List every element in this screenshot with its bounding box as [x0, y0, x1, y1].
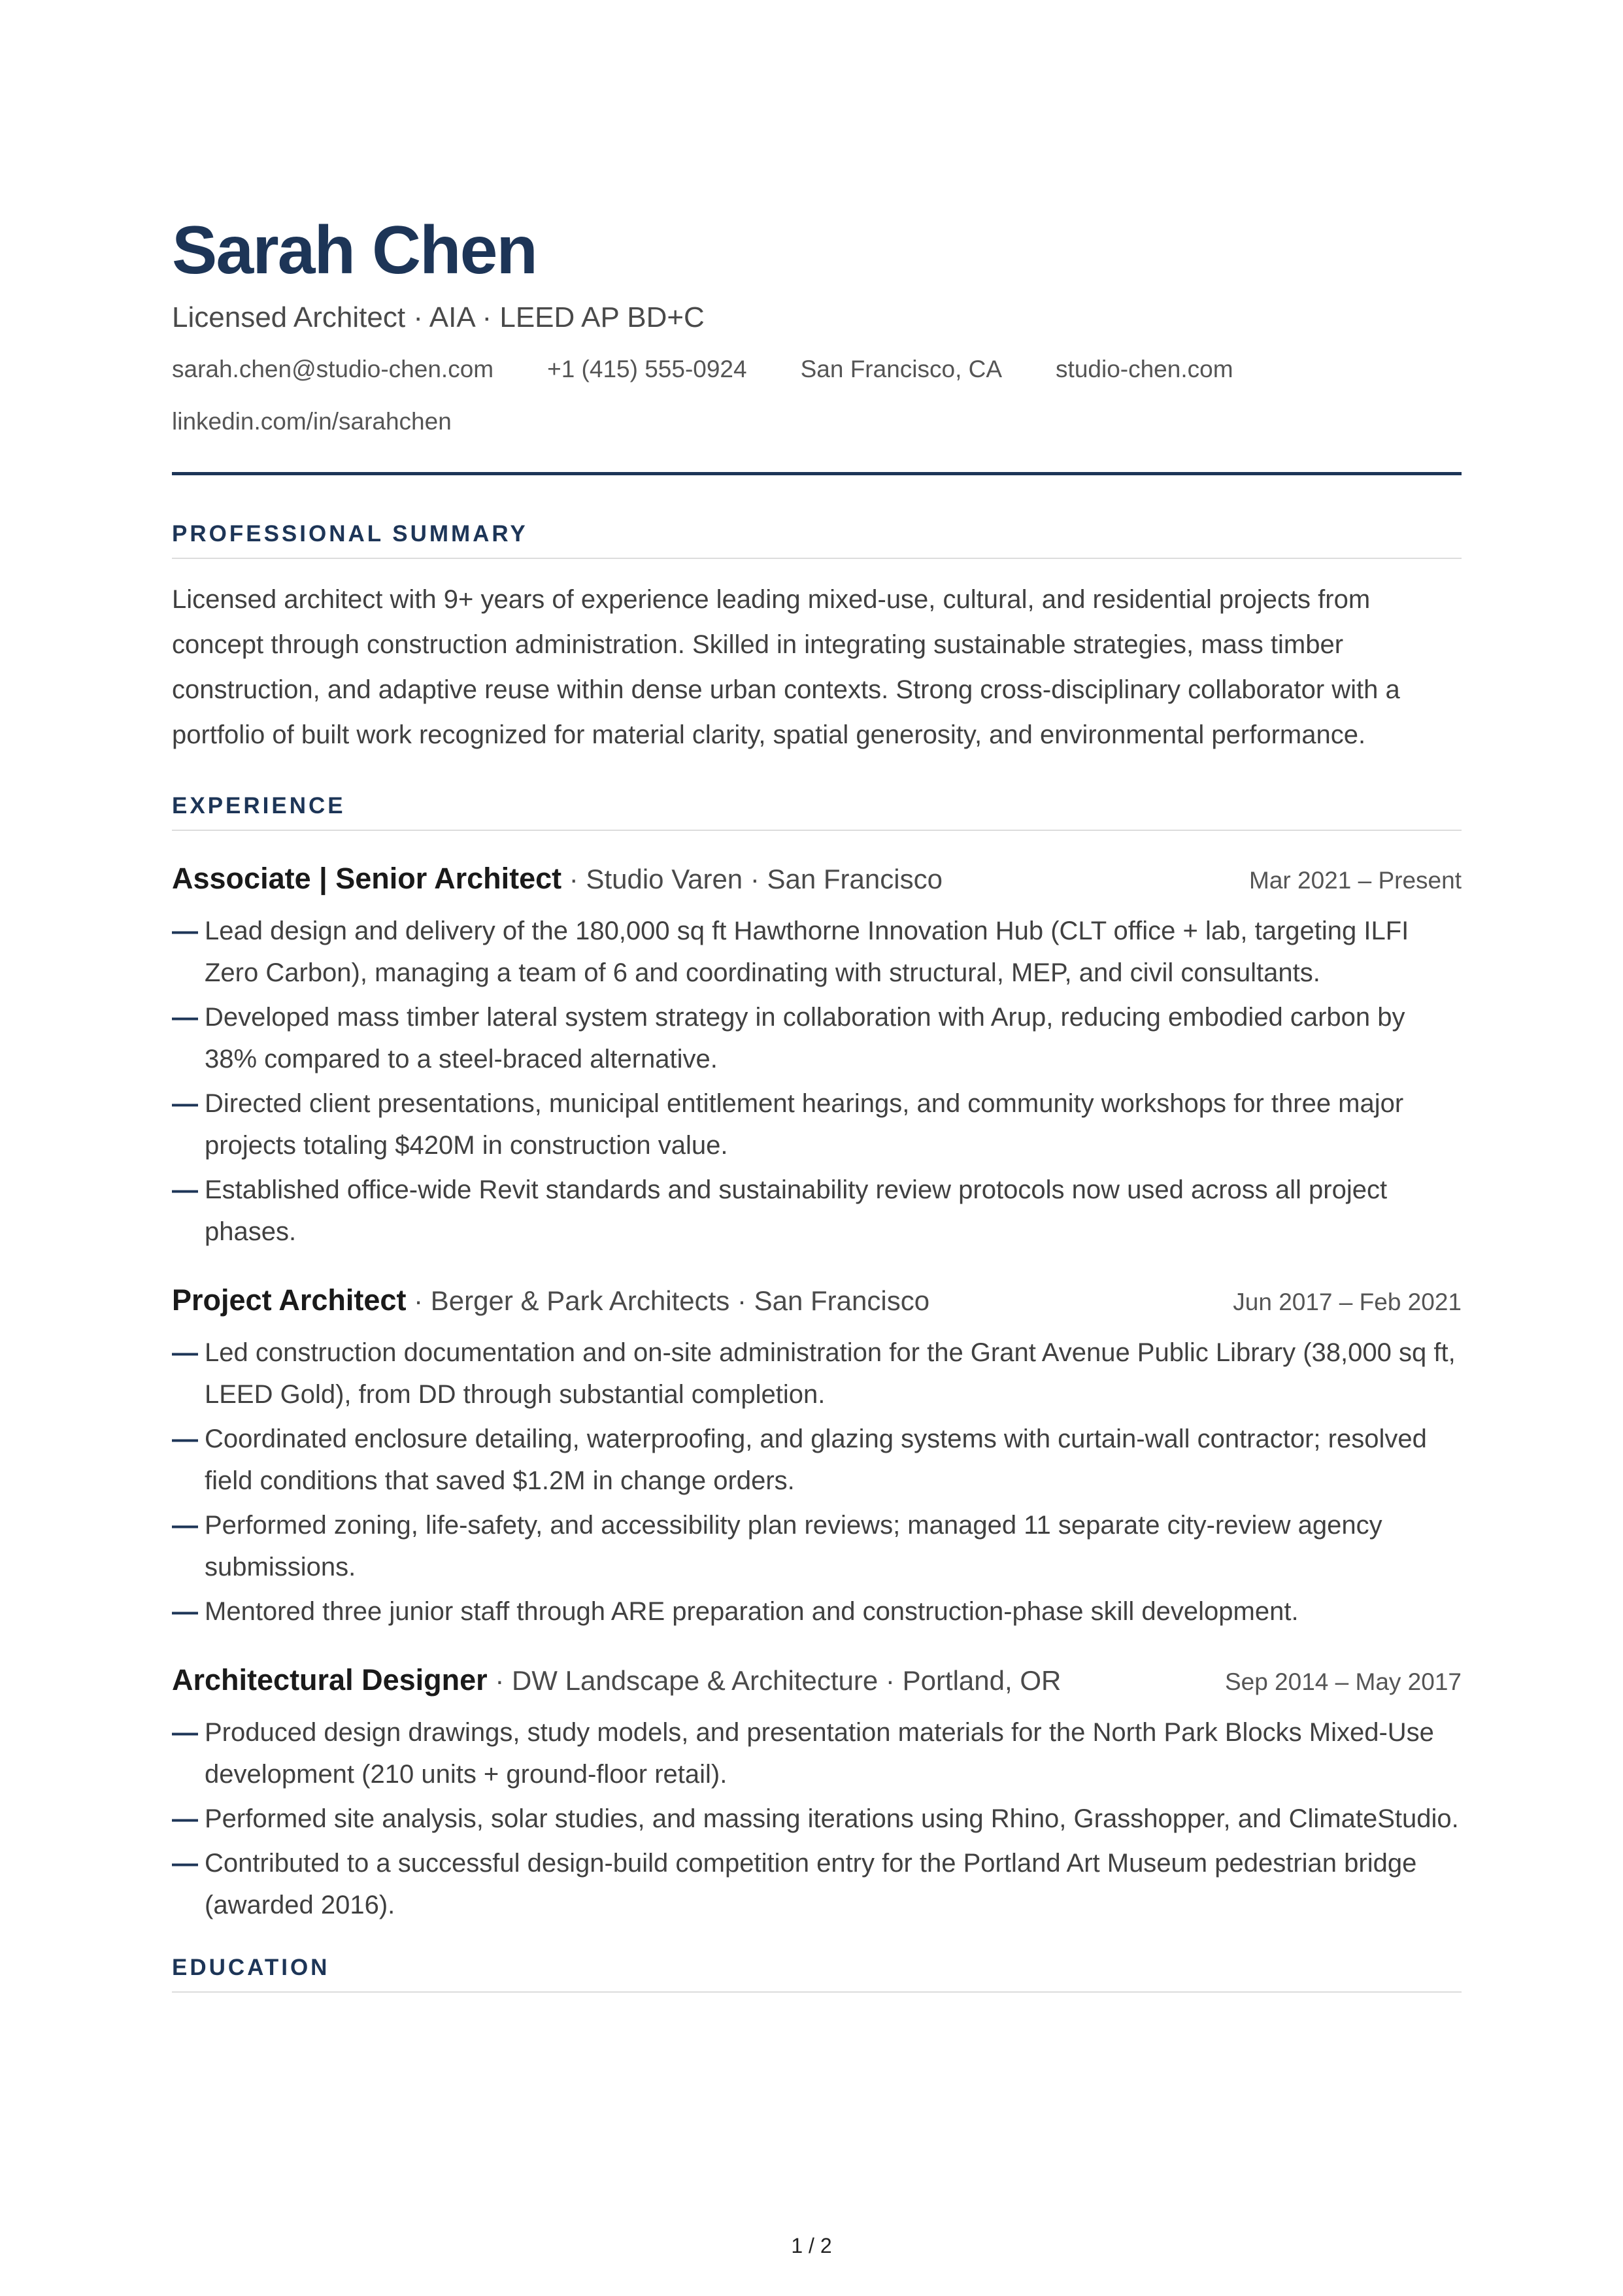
job-entry: [172, 1280, 1462, 1632]
summary-text: Licensed architect with 9+ years of experience leading mixed-use, cultural, and residential projects from concept through construction administration. Skilled in integrating sustainable strategies, mass timber construction, and adaptive reuse within dense urban contexts. Strong cross-disciplinary collaborator with a portfolio of built work recognized for material clarity, spatial generosity, and environmental performance.: [172, 585, 1400, 749]
contact-linkedin[interactable]: linkedin.com/in/sarahchen: [172, 408, 452, 435]
education-section: [172, 1953, 1462, 1993]
bullet-text: Developed mass timber lateral system strategy in collaboration with Arup, reducing embodied carbon by 38% compared to a steel-braced alternative.: [205, 1003, 1405, 1073]
bullet-text: Contributed to a successful design-build competition entry for the Portland Art Museum pedestrian bridge (awarded 2016).: [205, 1849, 1417, 1919]
dash-bullet-icon: —: [172, 1175, 198, 1204]
resume-page: [172, 208, 1462, 1993]
dash-bullet-icon: —: [172, 1849, 198, 1878]
dash-bullet-icon: —: [172, 1425, 198, 1453]
job-header: [172, 858, 1462, 901]
dash-bullet-icon: —: [172, 917, 198, 945]
dash-bullet-icon: —: [172, 1338, 198, 1367]
job-header: [172, 1660, 1462, 1702]
dash-bullet-icon: —: [172, 1089, 198, 1118]
bullet-text: Directed client presentations, municipal entitlement hearings, and community workshops for three major projects totaling $420M in construction value.: [205, 1089, 1404, 1160]
job-bullets: [172, 1332, 1462, 1632]
bullet-item: [172, 1798, 1462, 1840]
bullet-text: Mentored three junior staff through ARE preparation and construction-phase skill development.: [205, 1597, 1299, 1626]
bullet-text: Produced design drawings, study models, and presentation materials for the North Park Blocks Mixed-Use development (210 units + ground-floor retail).: [205, 1718, 1434, 1789]
bullet-text: Coordinated enclosure detailing, waterproofing, and glazing systems with curtain-wall contractor; resolved field conditions that saved $1.2M in change orders.: [205, 1425, 1427, 1495]
job-organization: · DW Landscape & Architecture · Portland, OR: [487, 1665, 1062, 1696]
bullet-item: [172, 1332, 1462, 1415]
bullet-text: Lead design and delivery of the 180,000 sq ft Hawthorne Innovation Hub (CLT office + lab, targeting ILFI Zero Carbon), managing a team of 6 and coordinating with structural, MEP, and civil consultants.: [205, 917, 1409, 987]
job-entry: [172, 1660, 1462, 1926]
contact-phone[interactable]: +1 (415) 555-0924: [547, 356, 747, 382]
job-organization: · Studio Varen · San Francisco: [561, 864, 943, 894]
contact-website[interactable]: studio-chen.com: [1056, 356, 1233, 382]
section-title-experience: EXPERIENCE: [172, 792, 1462, 831]
job-dates: Mar 2021 – Present: [1249, 867, 1462, 894]
contact-email[interactable]: sarah.chen@studio-chen.com: [172, 356, 494, 382]
job-dates: Sep 2014 – May 2017: [1224, 1668, 1462, 1695]
job-title: Associate | Senior Architect: [172, 862, 562, 895]
bullet-item: [172, 996, 1462, 1080]
job-title: Architectural Designer: [172, 1663, 488, 1697]
professional-title: Licensed Architect · AIA · LEED AP BD+C: [172, 301, 705, 333]
resume-header: [172, 208, 1462, 475]
job-title: Project Architect: [172, 1283, 407, 1317]
bullet-text: Established office-wide Revit standards and sustainability review protocols now used across all project phases.: [205, 1175, 1388, 1246]
bullet-item: [172, 1842, 1462, 1926]
dash-bullet-icon: —: [172, 1597, 198, 1626]
bullet-item: [172, 1083, 1462, 1166]
dash-bullet-icon: —: [172, 1003, 198, 1032]
dash-bullet-icon: —: [172, 1804, 198, 1833]
bullet-item: [172, 1504, 1462, 1588]
bullet-text: Performed zoning, life-safety, and accessibility plan reviews; managed 11 separate city-review agency submissions.: [205, 1511, 1382, 1581]
contact-location: San Francisco, CA: [800, 356, 1003, 382]
dash-bullet-icon: —: [172, 1511, 198, 1540]
bullet-item: [172, 1591, 1462, 1632]
candidate-name: Sarah Chen: [172, 212, 537, 288]
job-bullets: [172, 1712, 1462, 1926]
job-bullets: [172, 910, 1462, 1253]
dash-bullet-icon: —: [172, 1718, 198, 1747]
job-organization: · Berger & Park Architects · San Francisco: [406, 1285, 930, 1316]
bullet-item: [172, 1169, 1462, 1253]
experience-section: [172, 792, 1462, 1926]
page-number: 1 / 2: [791, 2234, 832, 2257]
bullet-item: [172, 1712, 1462, 1795]
bullet-text: Led construction documentation and on-site administration for the Grant Avenue Public Library (38,000 sq ft, LEED Gold), from DD through substantial completion.: [205, 1338, 1456, 1409]
section-title-summary: PROFESSIONAL SUMMARY: [172, 520, 1462, 559]
summary-section: [172, 520, 1462, 758]
bullet-item: [172, 910, 1462, 994]
contact-list: [172, 353, 1381, 438]
job-entry: [172, 858, 1462, 1253]
bullet-item: [172, 1418, 1462, 1502]
job-header: [172, 1280, 1462, 1323]
header-divider: [172, 472, 1462, 475]
bullet-text: Performed site analysis, solar studies, and massing iterations using Rhino, Grasshopper, and ClimateStudio.: [205, 1804, 1459, 1833]
job-dates: Jun 2017 – Feb 2021: [1233, 1289, 1462, 1315]
section-title-education: EDUCATION: [172, 1953, 1462, 1993]
